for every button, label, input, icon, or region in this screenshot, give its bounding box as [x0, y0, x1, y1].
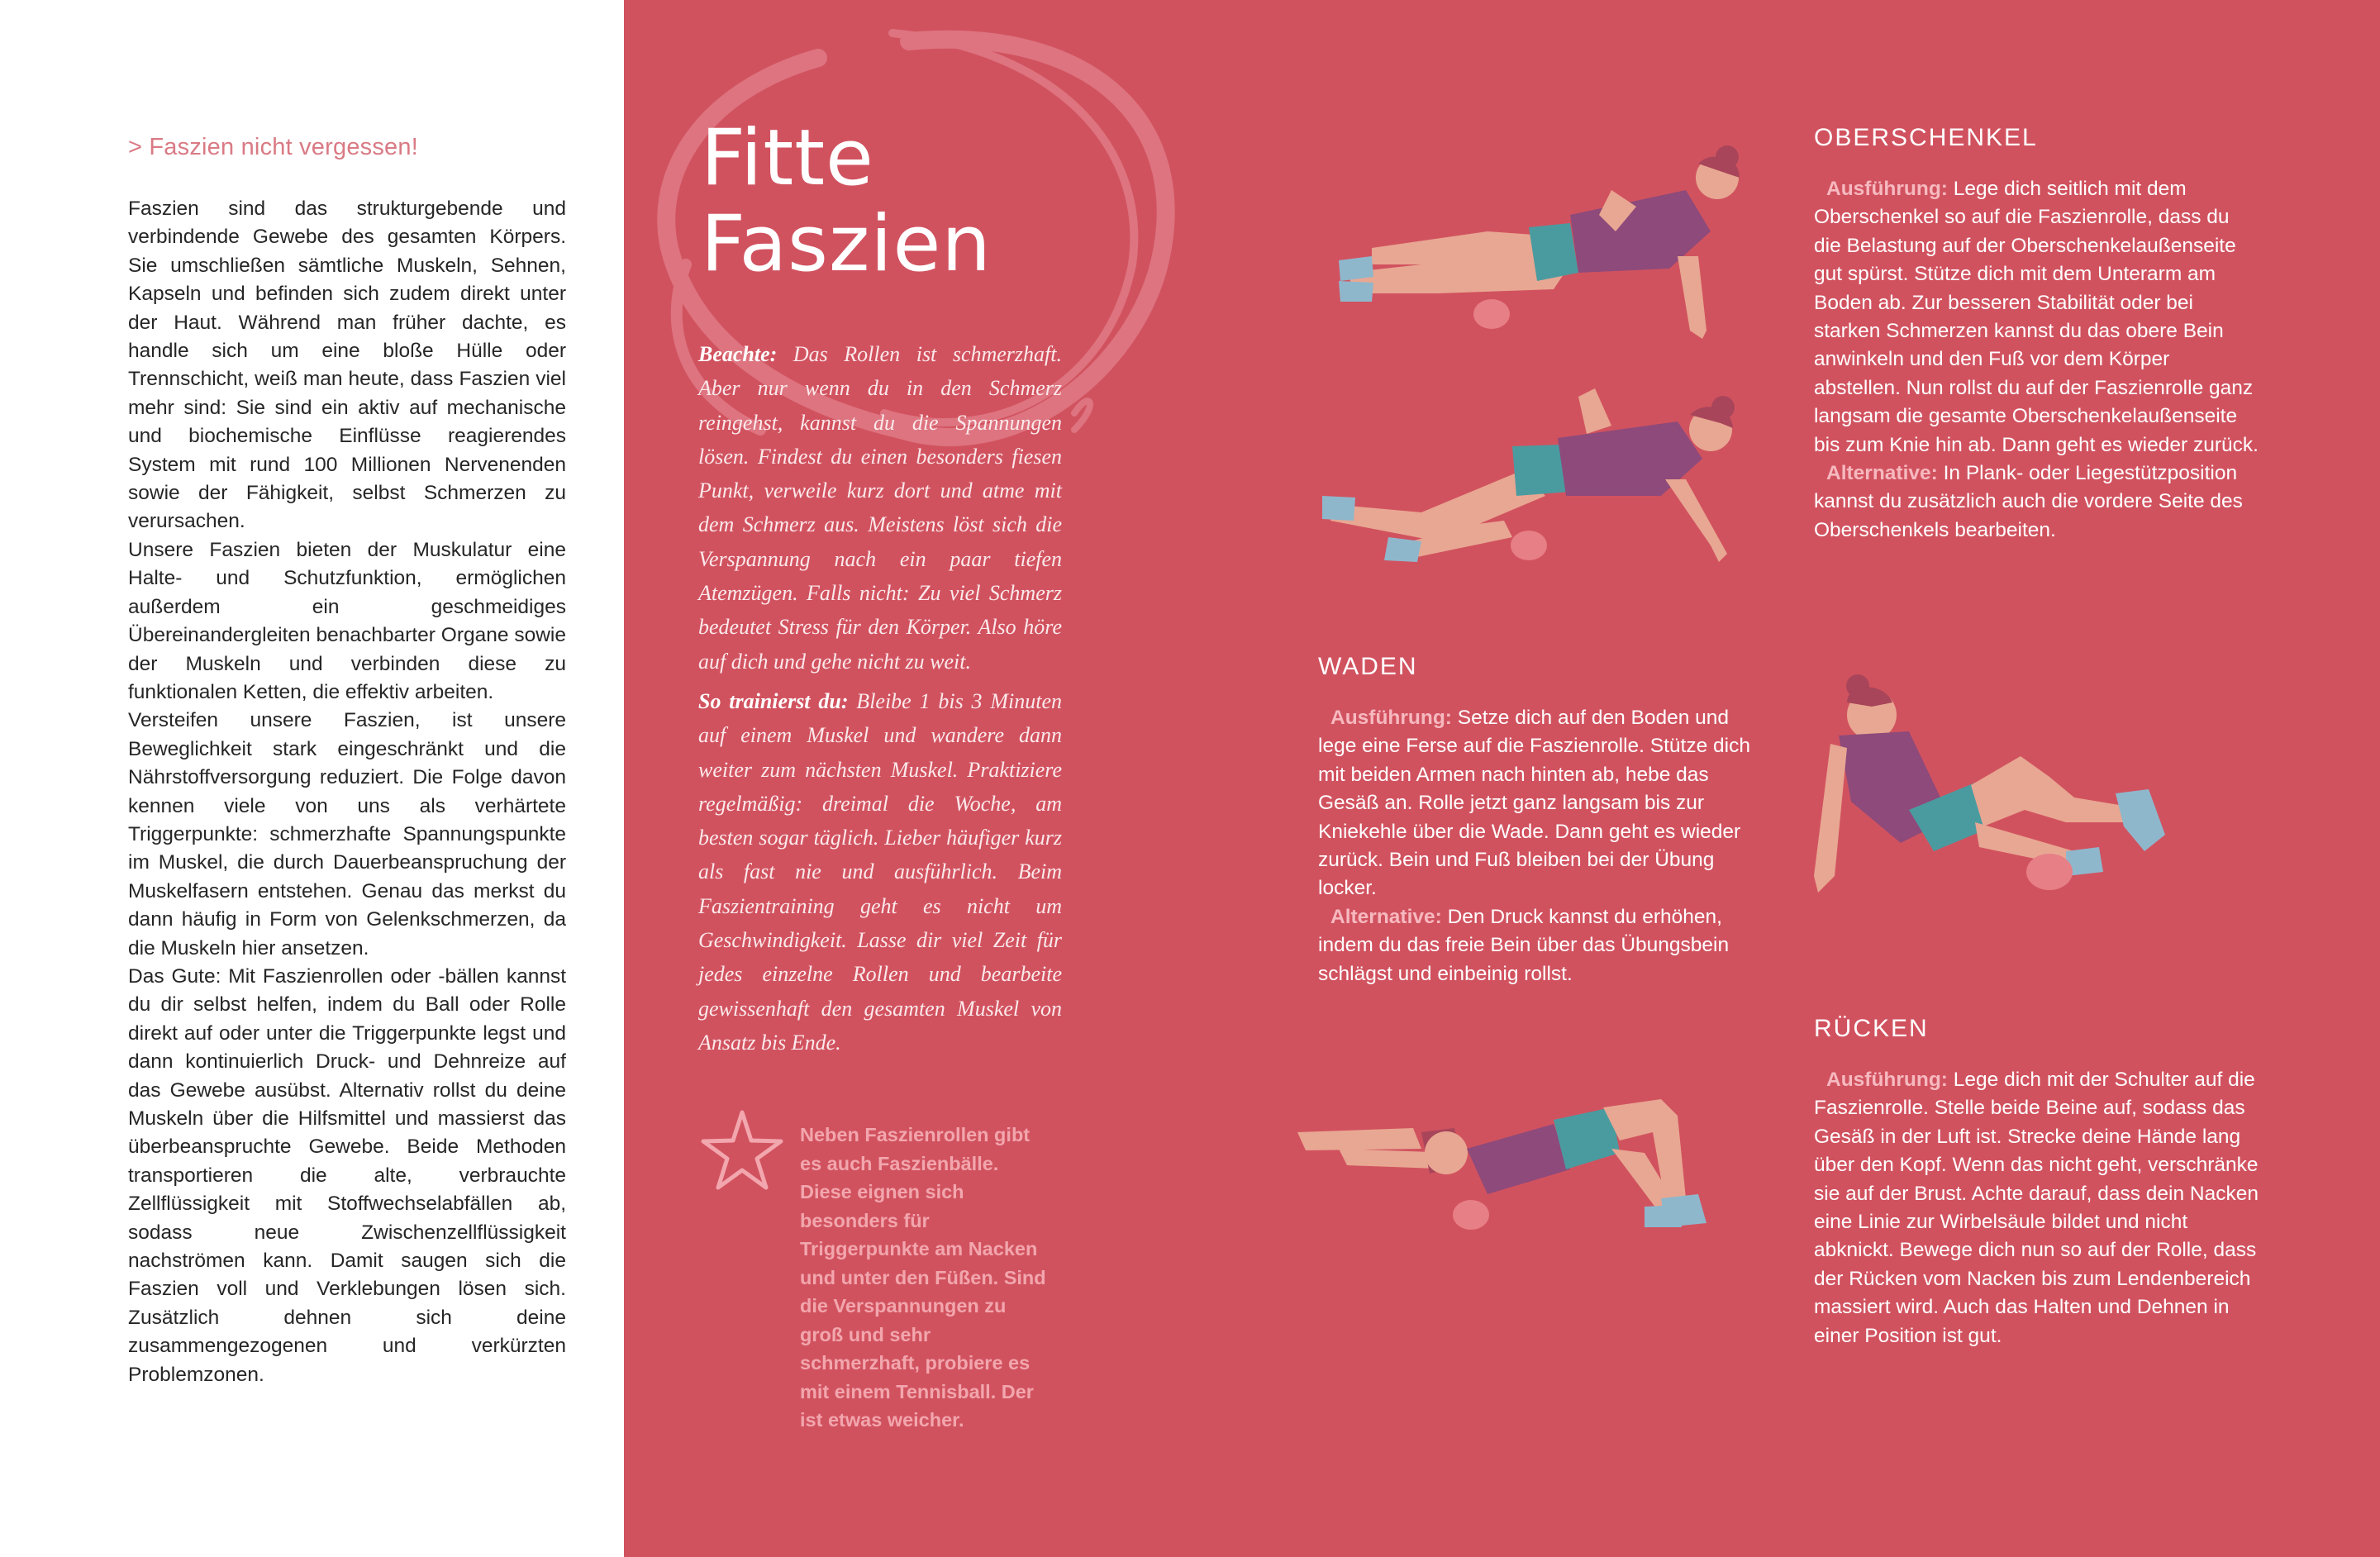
page-title: [701, 113, 992, 289]
hint-label: Beachte:: [698, 342, 778, 366]
paragraph: Unsere Faszien bieten der Muskulatur eine Halte- und Schutzfunktion, ermöglichen außerdem ein geschmeidiges Übereinandergleiten benachbarter Organe sowie der Muskeln und verbinden diese zu funktionalen Ketten, die effektiv arbeiten.: [128, 538, 566, 703]
instruction-label: Alternative:: [1826, 462, 1938, 485]
instruction-text: In Plank- oder Liegestützposition kannst du zusätzlich auch die vordere Seite des Oberschenkels bearbeiten.: [1814, 462, 2243, 541]
instruction-label: Ausführung:: [1826, 1069, 1948, 1091]
star-icon: [697, 1107, 788, 1198]
title-line: Faszien: [701, 199, 992, 289]
instruction-label: Alternative:: [1330, 905, 1442, 928]
instruction-paragraph: [1814, 1066, 2260, 1350]
hint-box: [698, 337, 1062, 1065]
hint-paragraph: [698, 684, 1062, 1059]
instruction-paragraph: [1814, 175, 2260, 459]
section-body-waden: [1318, 704, 1764, 988]
section-heading-ruecken: RÜCKEN: [1814, 1015, 1929, 1042]
figure-calf-roll: [1802, 645, 2198, 909]
instruction-label: Ausführung:: [1826, 178, 1948, 200]
figure-thigh-side-roll: [1322, 140, 1768, 355]
section-heading-waden: WADEN: [1318, 653, 1418, 680]
hint-text: Das Rollen ist schmerzhaft. Aber nur wenn du in den Schmerz reingehst, kannst du die Spannungen lösen. Findest du einen besonders fiesen Punkt, verweile kurz dort und atme mit dem Schmerz aus. Meistens löst sich die Verspannung nach ein paar tiefen Atemzügen. Falls nicht: Zu viel Schmerz bedeutet Stress für den Körper. Also höre auf dich und gehe nicht zu weit.: [698, 342, 1062, 674]
instruction-paragraph: [1814, 459, 2260, 545]
section-heading-oberschenkel: OBERSCHENKEL: [1814, 124, 2038, 151]
title-line: Fitte: [701, 113, 874, 203]
instruction-label: Ausführung:: [1330, 707, 1452, 729]
instruction-text: Lege dich mit der Schulter auf die Faszienrolle. Stelle beide Beine auf, sodass das Gesäß in der Luft ist. Strecke deine Hände lang über den Kopf. Wenn das nicht geht, verschränke sie auf der Brust. Achte darauf, dass dein Nacken eine Linie zur Wirbelsäule bildet und nicht abknickt. Bewege dich nun so auf der Rolle, dass der Rücken vom Nacken bis zum Lendenbereich massiert wird. Auch das Halten und Dehnen in einer Position ist gut.: [1814, 1069, 2259, 1347]
paragraph: Faszien sind das strukturgebende und verbindende Gewebe des gesamten Körpers. Sie umschließen sämtliche Muskeln, Sehnen, Kapseln und befinden sich zudem direkt unter der Haut. Während man früher dachte, es handle sich um eine bloße Hülle oder Trennschicht, weiß man heute, dass Faszien viel mehr sind: Sie sind ein aktiv auf mechanische und biochemische Einflüsse reagierendes System mit rund 100 Millionen Nervenenden sowie der Fähigkeit, selbst Schmerzen zu verursachen.: [128, 198, 566, 533]
tip-text: Neben Faszienrollen gibt es auch Faszienbälle. Diese eignen sich besonders für Triggerpunkte am Nacken und unter den Füßen. Sind die Verspannungen zu groß und sehr schmerzhaft, probiere es mit einem Tennisball. Der ist etwas weicher.: [800, 1124, 1046, 1431]
figure-thigh-plank-roll: [1314, 380, 1760, 587]
section-body-oberschenkel: [1814, 175, 2260, 545]
instruction-text: Lege dich seitlich mit dem Oberschenkel so auf die Faszienrolle, dass du die Belastung auf der Oberschenkelaußenseite gut spürst. Stütze dich mit dem Unterarm am Boden ab. Zur besseren Stabilität oder bei starken Schmerzen kannst du das obere Bein anwinkeln und den Fuß vor dem Körper abstellen. Nun rollst du auf der Faszienrolle ganz langsam die gesamte Oberschenkelaußenseite bis zum Knie hin ab. Dann geht es wieder zurück.: [1814, 178, 2259, 456]
section-body-ruecken: [1814, 1066, 2260, 1350]
instruction-text: Setze dich auf den Boden und lege eine Ferse auf die Faszienrolle. Stütze dich mit beiden Armen nach hinten ab, hebe das Gesäß an. Rolle jetzt ganz langsam bis zur Kniekehle über die Wade. Dann geht es wieder zurück. Bein und Fuß bleiben bei der Übung locker.: [1318, 707, 1750, 900]
hint-label: So trainierst du:: [698, 688, 849, 713]
paragraph: Versteifen unsere Faszien, ist unsere Beweglichkeit stark eingeschränkt und die Nährstoffversorgung reduziert. Die Folge davon kennen viele von uns als verhärtete Triggerpunkte: schmerzhafte Spannungspunkte im Muskel, die durch Dauerbeanspruchung der Muskelfasern entstehen. Genau das merkst du dann häufig in Form von Gelenkschmerzen, da die Muskeln hier ansetzen.: [128, 709, 566, 959]
figure-back-roll: [1289, 1091, 1768, 1248]
section-heading: > Faszien nicht vergessen!: [128, 134, 418, 160]
hint-text: Bleibe 1 bis 3 Minuten auf einem Muskel und wandere dann weiter zum nächsten Muskel. Praktiziere regelmäßig: dreimal die Woche, am besten sogar täglich. Lieber häufiger kurz als fast nie und ausführlich. Beim Faszientraining geht es nicht um Geschwindigkeit. Lasse dir viel Zeit für jedes einzelne Rollen und bearbeite gewissenhaft den gesamten Muskel von Ansatz bis Ende.: [698, 688, 1062, 1055]
instruction-paragraph: [1318, 704, 1764, 903]
hint-paragraph: [698, 337, 1062, 679]
paragraph: Das Gute: Mit Faszienrollen oder -bällen kannst du dir selbst helfen, indem du Ball oder Rolle direkt auf oder unter die Triggerpunkte legst und dann kontinuierlich Druck- und Dehnreize auf das Gewebe ausübst. Alternativ rollst du deine Muskeln über die Hilfsmittel und massierst das überbeanspruchte Gewebe. Beide Methoden transportieren die alte, verbrauchte Zellflüssigkeit mit Stoffwechselabfällen ab, sodass neue Zwischenzellflüssigkeit nachströmen kann. Damit saugen sich die Faszien voll und Verklebungen lösen sich. Zusätzlich dehnen sich deine zusammengezogenen und verkürzten Problemzonen.: [128, 964, 566, 1386]
instruction-paragraph: [1318, 903, 1764, 988]
instruction-text: Den Druck kannst du erhöhen, indem du das freie Bein über das Übungsbein schlägst und einbeinig rollst.: [1318, 905, 1730, 985]
